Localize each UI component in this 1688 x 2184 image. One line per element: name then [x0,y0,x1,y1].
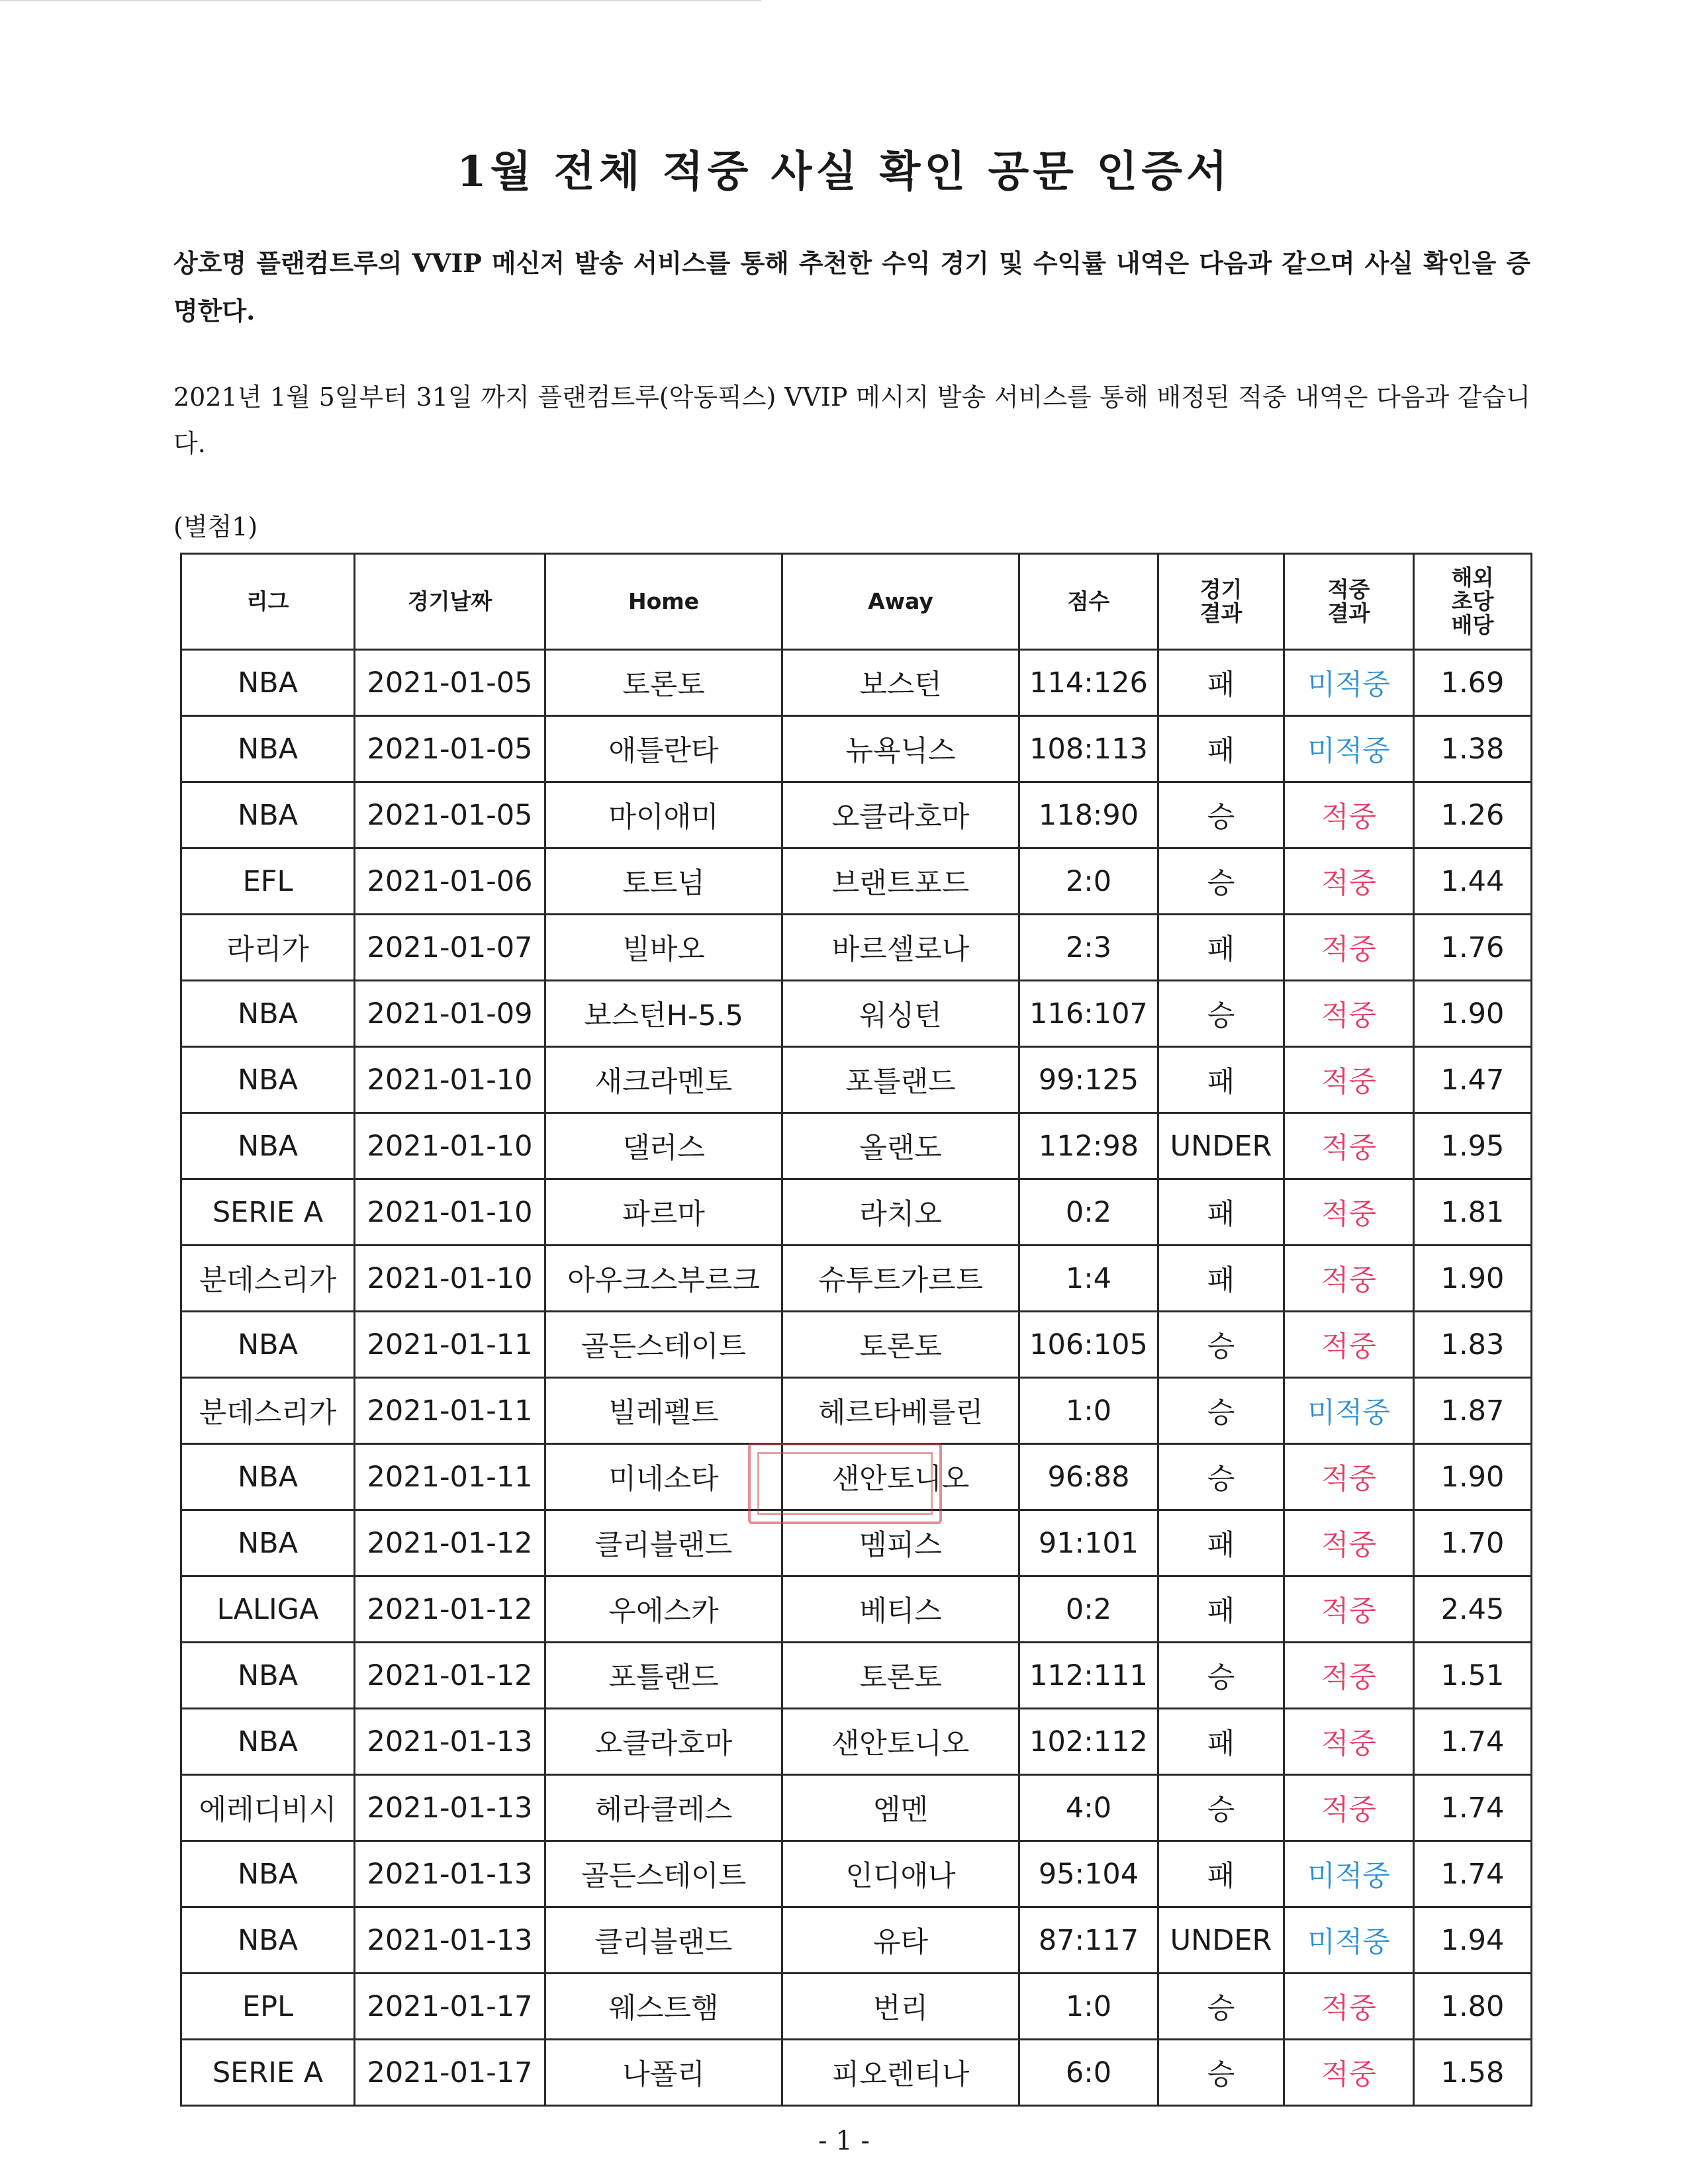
cell-away: 샌안토니오 [782,1709,1019,1775]
cell-home: 아우크스부르크 [545,1246,782,1312]
cell-result: 승 [1158,848,1284,915]
cell-score: 118:90 [1019,782,1158,848]
cell-result: 패 [1158,1246,1284,1312]
table-row [181,1113,1532,1179]
cell-home: 클리블랜드 [545,1510,782,1576]
table-row [181,1246,1532,1312]
cell-league: NBA [181,981,355,1047]
cell-hit: 적중 [1284,1709,1414,1775]
cell-odds: 1.94 [1414,1907,1532,1974]
cell-away: 헤르타베를린 [782,1378,1019,1444]
table-body [181,650,1532,2106]
cell-home: 빌레펠트 [545,1378,782,1444]
cell-score: 91:101 [1019,1510,1158,1576]
cell-result: 패 [1158,1576,1284,1643]
cell-odds: 1.38 [1414,716,1532,782]
cell-league: NBA [181,1444,355,1510]
cell-date: 2021-01-13 [355,1775,545,1841]
cell-hit: 적중 [1284,1775,1414,1841]
cell-away: 샌안토니오 [782,1444,1019,1510]
cell-score: 108:113 [1019,716,1158,782]
cell-odds: 1.47 [1414,1047,1532,1113]
cell-date: 2021-01-09 [355,981,545,1047]
cell-hit: 미적중 [1284,650,1414,716]
cell-away: 인디애나 [782,1841,1019,1907]
cell-score: 95:104 [1019,1841,1158,1907]
column-header: 점수 [1019,554,1158,650]
cell-result: 승 [1158,981,1284,1047]
cell-score: 2:0 [1019,848,1158,915]
cell-hit: 적중 [1284,1113,1414,1179]
cell-hit: 미적중 [1284,1841,1414,1907]
cell-score: 112:98 [1019,1113,1158,1179]
cell-date: 2021-01-11 [355,1312,545,1378]
cell-score: 6:0 [1019,2040,1158,2106]
cell-away: 오클라호마 [782,782,1019,848]
cell-result: 승 [1158,1643,1284,1709]
table-row [181,1378,1532,1444]
cell-hit: 적중 [1284,1444,1414,1510]
cell-odds: 1.87 [1414,1378,1532,1444]
cell-home: 애틀란타 [545,716,782,782]
scan-edge-line [0,0,761,1]
official-seal-stamp [748,1443,942,1524]
cell-date: 2021-01-05 [355,782,545,848]
cell-date: 2021-01-12 [355,1576,545,1643]
cell-odds: 1.58 [1414,2040,1532,2106]
intro-bold-paragraph: 상호명 플랜컴트루의 VVIP 메신저 발송 서비스를 통해 추천한 수익 경기 및 수익률 내역은 다음과 같으며 사실 확인을 증명한다. [173,248,1530,326]
cell-date: 2021-01-06 [355,848,545,915]
cell-date: 2021-01-10 [355,1113,545,1179]
cell-league: NBA [181,782,355,848]
column-header: Home [545,554,782,650]
cell-league: 분데스리가 [181,1378,355,1444]
cell-hit: 적중 [1284,915,1414,981]
cell-hit: 적중 [1284,1974,1414,2040]
table-row [181,848,1532,915]
cell-hit: 적중 [1284,848,1414,915]
cell-league: EPL [181,1974,355,2040]
cell-result: 승 [1158,782,1284,848]
cell-result: 패 [1158,1047,1284,1113]
cell-league: 라리가 [181,915,355,981]
cell-result: 승 [1158,1312,1284,1378]
cell-away: 바르셀로나 [782,915,1019,981]
cell-odds: 1.51 [1414,1643,1532,1709]
cell-league: SERIE A [181,2040,355,2106]
cell-odds: 1.76 [1414,915,1532,981]
cell-odds: 1.90 [1414,1444,1532,1510]
table-row [181,1974,1532,2040]
cell-date: 2021-01-10 [355,1179,545,1246]
cell-result: 승 [1158,1974,1284,2040]
cell-result: 패 [1158,650,1284,716]
cell-home: 클리블랜드 [545,1907,782,1974]
cell-home: 오클라호마 [545,1709,782,1775]
cell-odds: 1.44 [1414,848,1532,915]
cell-away: 브랜트포드 [782,848,1019,915]
cell-result: 패 [1158,1841,1284,1907]
table-row [181,1709,1532,1775]
cell-away: 멤피스 [782,1510,1019,1576]
cell-score: 0:2 [1019,1576,1158,1643]
table-row [181,1576,1532,1643]
cell-hit: 적중 [1284,981,1414,1047]
cell-score: 106:105 [1019,1312,1158,1378]
cell-date: 2021-01-05 [355,716,545,782]
column-header: 적중 결과 [1284,554,1414,650]
cell-odds: 1.70 [1414,1510,1532,1576]
cell-league: NBA [181,1709,355,1775]
cell-league: NBA [181,1643,355,1709]
cell-league: 분데스리가 [181,1246,355,1312]
column-header: 경기날짜 [355,554,545,650]
cell-hit: 미적중 [1284,716,1414,782]
table-row [181,1775,1532,1841]
cell-home: 웨스트햄 [545,1974,782,2040]
cell-hit: 적중 [1284,1643,1414,1709]
document-title: 1월 전체 적중 사실 확인 공문 인증서 [457,147,1231,197]
cell-score: 96:88 [1019,1444,1158,1510]
column-header: 리그 [181,554,355,650]
cell-hit: 적중 [1284,1179,1414,1246]
cell-score: 4:0 [1019,1775,1158,1841]
cell-odds: 2.45 [1414,1576,1532,1643]
cell-hit: 적중 [1284,1047,1414,1113]
table-header-row [181,554,1532,650]
cell-result: 승 [1158,1444,1284,1510]
cell-odds: 1.80 [1414,1974,1532,2040]
cell-league: NBA [181,1047,355,1113]
cell-home: 골든스테이트 [545,1841,782,1907]
cell-away: 번리 [782,1974,1019,2040]
cell-date: 2021-01-13 [355,1907,545,1974]
cell-odds: 1.26 [1414,782,1532,848]
cell-score: 1:0 [1019,1974,1158,2040]
cell-home: 빌바오 [545,915,782,981]
results-table [180,553,1530,2107]
table-row [181,1643,1532,1709]
column-header: 경기 결과 [1158,554,1284,650]
cell-away: 베티스 [782,1576,1019,1643]
cell-away: 보스턴 [782,650,1019,716]
cell-result: 패 [1158,1179,1284,1246]
cell-away: 슈투트가르트 [782,1246,1019,1312]
cell-league: 에레디비시 [181,1775,355,1841]
cell-odds: 1.74 [1414,1709,1532,1775]
cell-away: 피오렌티나 [782,2040,1019,2106]
cell-league: NBA [181,1841,355,1907]
cell-away: 뉴욕닉스 [782,716,1019,782]
cell-home: 토트넘 [545,848,782,915]
table-row [181,650,1532,716]
table-row [181,1179,1532,1246]
cell-league: NBA [181,716,355,782]
cell-home: 골든스테이트 [545,1312,782,1378]
cell-date: 2021-01-07 [355,915,545,981]
cell-date: 2021-01-13 [355,1841,545,1907]
cell-score: 0:2 [1019,1179,1158,1246]
table-row [181,716,1532,782]
table-row [181,782,1532,848]
cell-hit: 적중 [1284,1576,1414,1643]
cell-score: 2:3 [1019,915,1158,981]
column-header: 해외 초당 배당 [1414,554,1532,650]
cell-date: 2021-01-11 [355,1444,545,1510]
cell-result: UNDER [1158,1907,1284,1974]
cell-home: 미네소타 [545,1444,782,1510]
table-row [181,2040,1532,2106]
cell-home: 새크라멘토 [545,1047,782,1113]
cell-away: 워싱턴 [782,981,1019,1047]
cell-date: 2021-01-05 [355,650,545,716]
cell-away: 올랜도 [782,1113,1019,1179]
cell-result: 패 [1158,1510,1284,1576]
cell-hit: 적중 [1284,1312,1414,1378]
cell-away: 엠멘 [782,1775,1019,1841]
cell-odds: 1.83 [1414,1312,1532,1378]
cell-date: 2021-01-17 [355,2040,545,2106]
cell-away: 유타 [782,1907,1019,1974]
cell-league: EFL [181,848,355,915]
cell-away: 토론토 [782,1312,1019,1378]
table-row [181,1312,1532,1378]
cell-league: NBA [181,1312,355,1378]
table-row [181,981,1532,1047]
cell-odds: 1.90 [1414,1246,1532,1312]
cell-score: 114:126 [1019,650,1158,716]
cell-home: 우에스카 [545,1576,782,1643]
cell-league: NBA [181,1907,355,1974]
cell-league: NBA [181,1113,355,1179]
cell-home: 댈러스 [545,1113,782,1179]
cell-home: 파르마 [545,1179,782,1246]
cell-score: 99:125 [1019,1047,1158,1113]
cell-away: 라치오 [782,1179,1019,1246]
cell-league: LALIGA [181,1576,355,1643]
cell-hit: 미적중 [1284,1907,1414,1974]
cell-result: UNDER [1158,1113,1284,1179]
cell-result: 승 [1158,1378,1284,1444]
cell-date: 2021-01-10 [355,1047,545,1113]
cell-home: 보스턴H-5.5 [545,981,782,1047]
cell-odds: 1.95 [1414,1113,1532,1179]
cell-odds: 1.74 [1414,1775,1532,1841]
cell-league: NBA [181,650,355,716]
cell-score: 1:4 [1019,1246,1158,1312]
cell-odds: 1.90 [1414,981,1532,1047]
cell-hit: 적중 [1284,1246,1414,1312]
cell-hit: 적중 [1284,2040,1414,2106]
cell-date: 2021-01-11 [355,1378,545,1444]
cell-hit: 적중 [1284,1510,1414,1576]
table-row [181,1047,1532,1113]
cell-result: 승 [1158,1775,1284,1841]
cell-score: 102:112 [1019,1709,1158,1775]
cell-league: SERIE A [181,1179,355,1246]
cell-date: 2021-01-12 [355,1643,545,1709]
cell-home: 나폴리 [545,2040,782,2106]
cell-result: 패 [1158,915,1284,981]
cell-home: 토론토 [545,650,782,716]
page-number: - 1 - [818,2126,870,2156]
cell-result: 패 [1158,1709,1284,1775]
cell-league: NBA [181,1510,355,1576]
cell-home: 헤라클레스 [545,1775,782,1841]
table-row [181,1907,1532,1974]
cell-away: 토론토 [782,1643,1019,1709]
cell-odds: 1.74 [1414,1841,1532,1907]
column-header: Away [782,554,1019,650]
cell-date: 2021-01-12 [355,1510,545,1576]
table-row [181,1841,1532,1907]
cell-score: 112:111 [1019,1643,1158,1709]
cell-home: 포틀랜드 [545,1643,782,1709]
cell-score: 87:117 [1019,1907,1158,1974]
cell-result: 패 [1158,716,1284,782]
intro-body-paragraph: 2021년 1월 5일부터 31일 까지 플랜컴트루(악동픽스) VVIP 메시지 발송 서비스를 통해 배정된 적중 내역은 다음과 같습니다. [173,383,1530,458]
cell-odds: 1.81 [1414,1179,1532,1246]
table-row [181,915,1532,981]
cell-date: 2021-01-13 [355,1709,545,1775]
cell-result: 승 [1158,2040,1284,2106]
cell-hit: 미적중 [1284,1378,1414,1444]
cell-home: 마이애미 [545,782,782,848]
cell-score: 1:0 [1019,1378,1158,1444]
cell-hit: 적중 [1284,782,1414,848]
cell-score: 116:107 [1019,981,1158,1047]
cell-date: 2021-01-10 [355,1246,545,1312]
cell-odds: 1.69 [1414,650,1532,716]
cell-date: 2021-01-17 [355,1974,545,2040]
cell-away: 포틀랜드 [782,1047,1019,1113]
attachment-label: (별첨1) [173,512,258,541]
